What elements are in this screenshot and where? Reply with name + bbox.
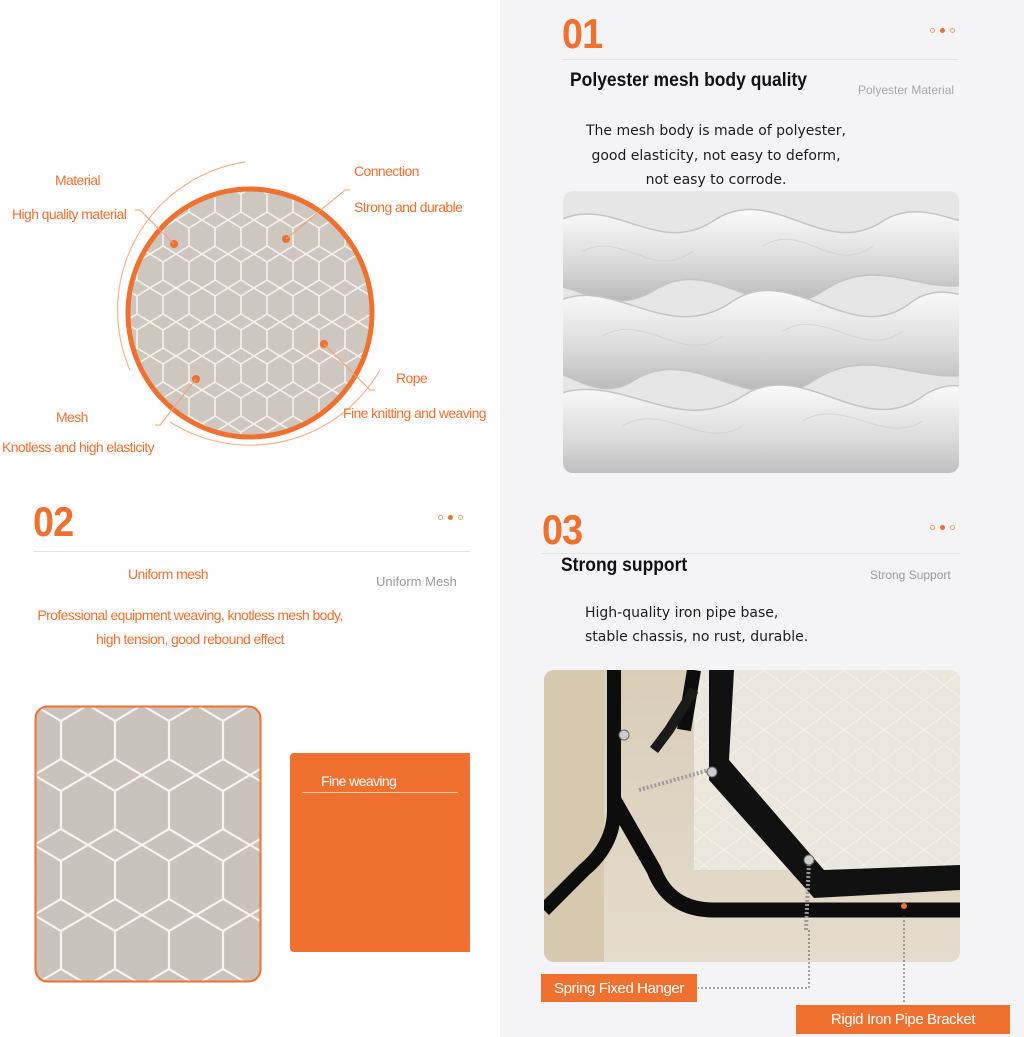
decorative-dots — [438, 515, 463, 520]
body-line-2: good elasticity, not easy to deform, — [591, 147, 841, 164]
section-subtitle: Polyester Material — [858, 83, 955, 97]
section-subtitle: Strong Support — [870, 568, 951, 582]
callout-lines — [500, 490, 1024, 1037]
section-desc — [20, 603, 360, 651]
body-line-2: stable chassis, no rust, durable. — [585, 629, 809, 645]
material-desc: High quality material — [12, 206, 127, 222]
polyester-rope-image — [563, 191, 959, 473]
section-number: 02 — [33, 498, 74, 545]
strong-support-panel — [500, 490, 1024, 1037]
mesh-title: Mesh — [56, 409, 88, 425]
connection-title: Connection — [354, 163, 419, 179]
rigid-iron-pipe-bracket-label: Rigid Iron Pipe Bracket — [796, 1005, 1010, 1034]
fine-weaving-card — [290, 753, 470, 952]
material-panel — [0, 0, 500, 490]
card-label: Fine weaving — [321, 773, 397, 789]
body-line-1: The mesh body is made of polyester, — [585, 123, 847, 139]
divider — [562, 59, 958, 60]
desc-line-1: Professional equipment weaving, knotless mesh body, — [37, 607, 343, 623]
connection-desc: Strong and durable — [354, 199, 463, 215]
section-body — [556, 119, 876, 193]
rope-title: Rope — [396, 370, 428, 386]
body-line-3: not easy to corrode. — [645, 172, 787, 188]
card-divider — [302, 792, 458, 793]
desc-line-2: high tension, good rebound effect — [96, 631, 284, 647]
uniform-mesh-panel — [0, 490, 500, 1037]
section-number: 01 — [562, 10, 603, 57]
section-title: Uniform mesh — [128, 566, 208, 582]
section-heading: Strong support — [561, 555, 688, 576]
body-line-1: High-quality iron pipe base, — [585, 605, 779, 621]
decorative-dots — [930, 28, 955, 33]
rope-desc: Fine knitting and weaving — [343, 405, 486, 421]
section-number: 03 — [542, 506, 583, 553]
spring-fixed-hanger-label: Spring Fixed Hanger — [541, 974, 697, 1002]
section-subtitle: Uniform Mesh — [376, 574, 457, 589]
material-title: Material — [55, 172, 100, 188]
polyester-panel — [500, 0, 1024, 490]
divider — [33, 551, 470, 552]
mesh-desc: Knotless and high elasticity — [2, 439, 155, 455]
section-heading: Polyester mesh body quality — [570, 70, 808, 91]
mesh-square-image — [34, 705, 262, 983]
